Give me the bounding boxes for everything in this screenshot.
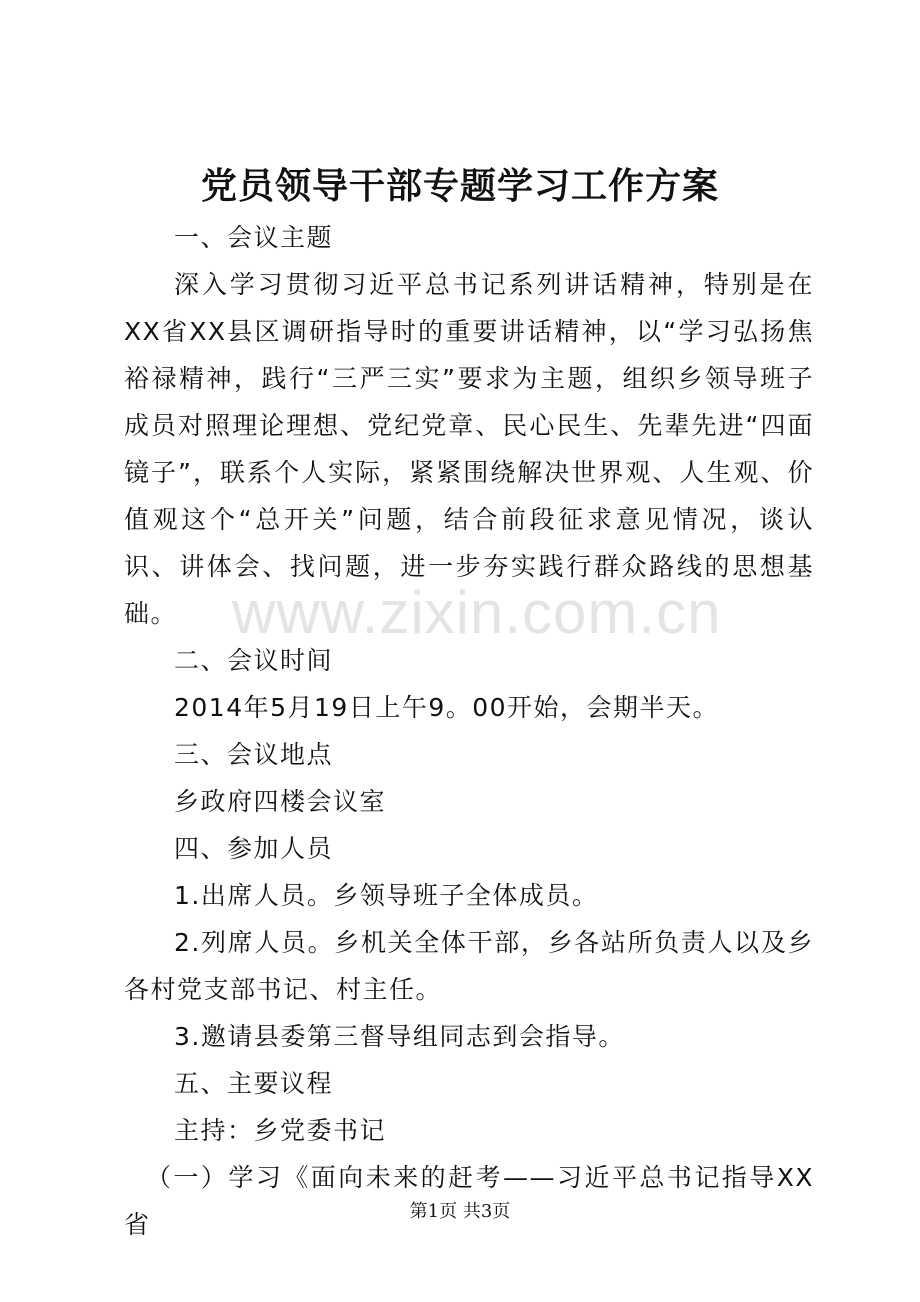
attendees-item-3: 3.邀请县委第三督导组同志到会指导。 [174,1022,625,1051]
section-heading-attendees: 四、参加人员 [174,834,334,863]
watermark: www.zixin.com.cn [232,579,722,646]
section-heading-location: 三、会议地点 [174,740,334,769]
section-heading-time: 二、会议时间 [174,646,334,675]
agenda-host: 主持：乡党委书记 [174,1116,387,1145]
page-footer: 第1页 共3页 [409,1201,511,1222]
document-title: 党员领导干部专题学习工作方案 [200,165,719,207]
section-heading-agenda: 五、主要议程 [174,1069,334,1098]
agenda-item-1: （一）学习《面向未来的赶考——习近平总书记指导XX省 [124,1163,814,1239]
location-paragraph: 乡政府四楼会议室 [174,787,387,816]
attendees-item-2: 2.列席人员。乡机关全体干部，乡各站所负责人以及乡各村党支部书记、村主任。 [124,928,814,1004]
attendees-item-1: 1.出席人员。乡领导班子全体成员。 [174,881,599,910]
time-paragraph: 2014年5月19日上午9。00开始，会期半天。 [174,693,720,722]
theme-paragraph: 深入学习贯彻习近平总书记系列讲话精神，特别是在XX省XX县区调研指导时的重要讲话精神，以“学习弘扬焦裕禄精神，践行“三严三实”要求为主题，组织乡领导班子成员对照理论理想、党纪党章、民心民生、先辈先进“四面镜子”，联系个人实际，紧紧围绕解决世界观、人生观、价值观这个“总开关”问题，结合前段征求意见情况，谈认识、讲体会、找问题，进一步夯实践行群众路线的思想基础。 [124,270,814,628]
document-body [124,214,814,1248]
section-heading-theme: 一、会议主题 [174,223,334,252]
